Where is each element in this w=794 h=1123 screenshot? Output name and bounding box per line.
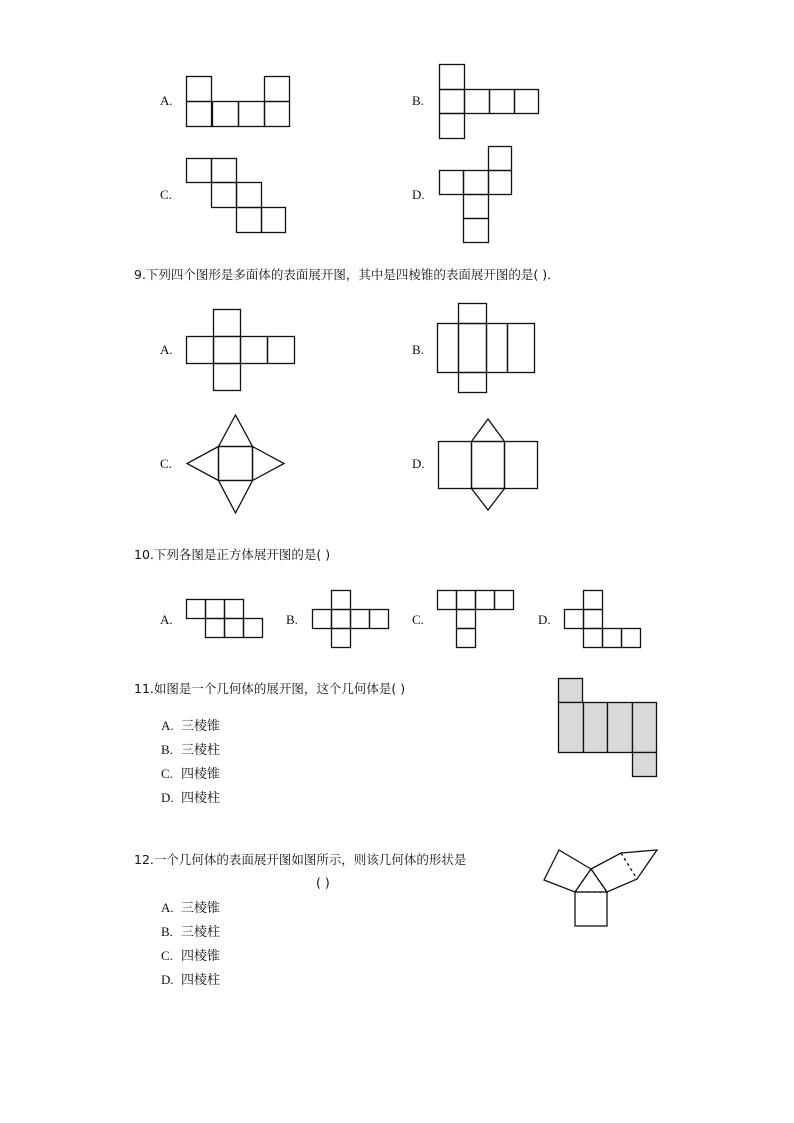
q12-option-c: [161, 945, 220, 964]
q9-label-c: C.: [160, 456, 172, 471]
q12-option-b: [161, 921, 220, 940]
q10-net-d: [564, 590, 644, 650]
q12-option-b-text: 三棱柱: [181, 925, 221, 940]
q8-label-b: B.: [412, 93, 424, 108]
q10-net-a: [186, 599, 266, 641]
q10-net-c: [437, 590, 517, 650]
q10-label-d: D.: [538, 612, 551, 627]
q11-option-b-text: 三棱柱: [181, 743, 221, 758]
q12-option-a-text: 三棱锥: [181, 901, 221, 916]
q9-net-d: [438, 418, 540, 512]
q12-option-a-key: A.: [161, 900, 174, 915]
q11-question-text: 11.如图是一个几何体的展开图，这个几何体是( ): [134, 681, 406, 696]
q9-question-text: 9.下列四个图形是多面体的表面展开图，其中是四棱锥的表面展开图的是( ).: [134, 267, 552, 282]
q9-label-d: D.: [412, 456, 425, 471]
q8-net-d: [439, 146, 515, 246]
q11-option-d: [161, 787, 220, 806]
q12-option-d-key: D.: [161, 972, 174, 987]
q11-option-c-key: C.: [161, 766, 173, 781]
q11-option-d-text: 四棱柱: [181, 791, 221, 806]
q10-label-a: A.: [160, 612, 173, 627]
q8-net-c: [186, 158, 288, 236]
q11-option-b: [161, 739, 220, 758]
q12-answer-paren: ( ): [316, 875, 330, 890]
q12-option-b-key: B.: [161, 924, 173, 939]
q12-option-d-text: 四棱柱: [181, 973, 221, 988]
q8-net-b: [439, 64, 541, 142]
q9-net-a: [186, 309, 298, 393]
q9-label-a: A.: [160, 342, 173, 357]
q12-option-d: [161, 969, 220, 988]
q11-option-c-text: 四棱锥: [181, 767, 221, 782]
q11-option-c: [161, 763, 220, 782]
q10-label-c: C.: [412, 612, 424, 627]
q10-net-b: [312, 590, 392, 650]
q12-option-c-text: 四棱锥: [181, 949, 221, 964]
q9-net-c: [186, 414, 288, 516]
q11-option-b-key: B.: [161, 742, 173, 757]
q12-question-text: 12.一个几何体的表面展开图如图所示，则该几何体的形状是: [134, 852, 467, 867]
q10-question-text: 10.下列各图是正方体展开图的是( ): [134, 547, 331, 562]
q8-label-d: D.: [412, 187, 425, 202]
q9-label-b: B.: [412, 342, 424, 357]
q8-label-c: C.: [160, 187, 172, 202]
q11-option-a: [161, 715, 220, 734]
q12-option-c-key: C.: [161, 948, 173, 963]
q11-option-a-key: A.: [161, 718, 174, 733]
q12-net-figure: [543, 849, 661, 931]
q12-option-a: [161, 897, 220, 916]
q11-option-d-key: D.: [161, 790, 174, 805]
q11-option-a-text: 三棱锥: [181, 719, 221, 734]
q9-net-b: [437, 303, 537, 395]
q11-net-figure: [558, 678, 660, 780]
q10-label-b: B.: [286, 612, 298, 627]
q8-net-a: [186, 76, 292, 130]
q8-label-a: A.: [160, 93, 173, 108]
